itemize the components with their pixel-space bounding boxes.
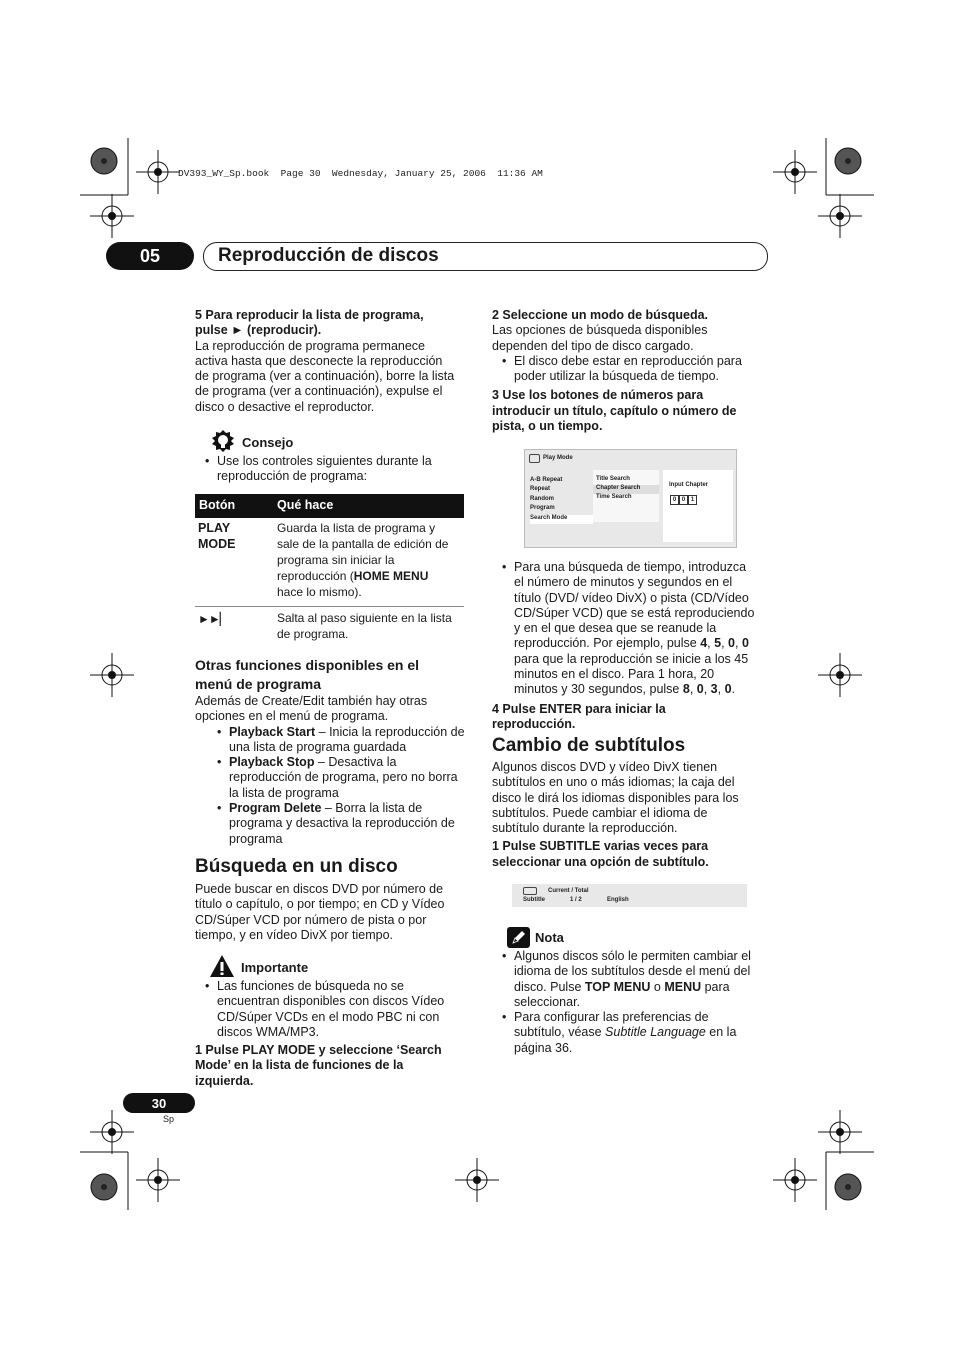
search-heading: Búsqueda en un disco bbox=[195, 856, 398, 877]
note-pencil-icon bbox=[507, 927, 530, 948]
step-1-line-2: Mode’ en la lista de funciones de la bbox=[195, 1058, 404, 1073]
subtitles-step-1-line-1: 1 Pulse SUBTITLE varias veces para bbox=[492, 839, 709, 854]
step-5-body-3: de programa (ver a continuación), borre la lista bbox=[195, 369, 455, 384]
note-b1-line-1: • Algunos discos sólo le permiten cambiar el bbox=[492, 949, 767, 964]
time-line-1: • Para una búsqueda de tiempo, introduzca bbox=[492, 560, 767, 575]
time-line-9: minutos y 30 segundos, pulse 8, 0, 3, 0. bbox=[514, 682, 736, 697]
table-row-2-action bbox=[277, 610, 467, 642]
note-title: Nota bbox=[535, 930, 564, 945]
important-title: Importante bbox=[241, 960, 309, 975]
step-3-line-2: introducir un título, capítulo o número de bbox=[492, 403, 737, 418]
subtitles-heading: Cambio de subtítulos bbox=[492, 735, 686, 756]
step-5-line-1: 5 Para reproducir la lista de programa, bbox=[195, 308, 424, 322]
table-row-2-action-line-2: de programa. bbox=[277, 627, 349, 641]
osd-digit: 0 bbox=[679, 495, 688, 505]
note-b2-line-3: página 36. bbox=[514, 1040, 573, 1055]
osd-subtitle-bar bbox=[512, 884, 747, 907]
note-b1-line-4: seleccionar. bbox=[514, 994, 581, 1009]
list-item-cont: programa y desactiva la reproducción de bbox=[229, 816, 455, 831]
table-row-1-action-line-4: reproducción ( bbox=[277, 569, 354, 583]
list-item: • Playback Start – Inicia la reproducción de bbox=[207, 725, 479, 740]
right-column-top bbox=[492, 308, 767, 434]
tip-bullet-line-2: reproducción de programa: bbox=[217, 469, 368, 484]
other-functions-intro-1: Además de Create/Edit también hay otras bbox=[195, 694, 428, 708]
osd-submenu bbox=[593, 470, 659, 522]
search-body-4: tiempo, y en vídeo DivX por tiempo. bbox=[195, 927, 394, 942]
tip-title: Consejo bbox=[242, 435, 294, 450]
osd-submenu-item-selected: Chapter Search bbox=[593, 485, 659, 494]
subtitle-icon bbox=[523, 887, 537, 895]
step-5-line-2: pulse ► (reproducir). bbox=[195, 323, 322, 338]
subtitles-section bbox=[492, 735, 767, 870]
page-number-badge: 30 bbox=[123, 1093, 195, 1113]
osd-digit: 0 bbox=[670, 495, 679, 505]
search-section bbox=[195, 856, 470, 943]
osd-input-panel bbox=[663, 470, 733, 542]
osd-title: Play Mode bbox=[543, 455, 573, 461]
search-body-1: Puede buscar en discos DVD por número de bbox=[195, 882, 444, 896]
step-2-body-1: Las opciones de búsqueda disponibles bbox=[492, 323, 708, 338]
tip-bullet bbox=[195, 454, 470, 485]
important-line-1: • Las funciones de búsqueda no se bbox=[195, 979, 470, 994]
warning-icon bbox=[209, 954, 235, 978]
osd-digit: 1 bbox=[688, 495, 697, 505]
other-functions-list bbox=[195, 725, 479, 847]
osd-play-mode-screen bbox=[524, 449, 737, 548]
step-1-line-3: izquierda. bbox=[195, 1073, 254, 1088]
chapter-title: Reproducción de discos bbox=[218, 245, 439, 266]
table-header-button: Botón bbox=[199, 498, 236, 512]
play-mode-icon bbox=[529, 454, 540, 463]
table-row-1-action-line-1: Guarda la lista de programa y bbox=[277, 521, 436, 535]
search-body-2: título o capítulo, o por tiempo; en CD y Vídeo bbox=[195, 897, 445, 912]
step-1-search bbox=[195, 1043, 470, 1089]
step-5-body-5: disco o desactive el reproductor. bbox=[195, 399, 375, 414]
time-search-bullet bbox=[492, 560, 767, 732]
osd-subtitle-label: Subtitle bbox=[523, 897, 545, 903]
table-row-2-action-line-1: Salta al paso siguiente en la lista bbox=[277, 611, 452, 625]
note-b2-line-2: subtítulo, véase Subtitle Language en la bbox=[514, 1025, 737, 1040]
list-item-cont: reproducción de programa, pero no borra bbox=[229, 770, 458, 785]
important-line-3: CD/Súper VCDs en el modo PBC ni con bbox=[217, 1009, 440, 1024]
step-2-bullet-2: poder utilizar la búsqueda de tiempo. bbox=[514, 369, 719, 384]
table-row-1-button-line-1: PLAY bbox=[198, 521, 231, 535]
note-b1-line-3: disco. Pulse TOP MENU o MENU para bbox=[514, 979, 730, 994]
time-line-2: el número de minutos y segundos en el bbox=[514, 575, 733, 590]
step-5-body-2: activa hasta que desconecte la reproducción bbox=[195, 353, 443, 368]
table-row-1-button bbox=[198, 520, 268, 552]
list-item-cont: programa bbox=[229, 831, 283, 846]
table-row-1-action bbox=[277, 520, 467, 600]
osd-submenu-item: Title Search bbox=[596, 476, 630, 482]
step-2-body-2: dependen del tipo de disco cargado. bbox=[492, 338, 694, 353]
search-body-3: CD/Súper VCD por número de pista o por bbox=[195, 912, 427, 927]
list-item-cont: una lista de programa guardada bbox=[229, 739, 407, 754]
osd-menu-item: A-B Repeat bbox=[530, 477, 563, 483]
time-line-3: título (DVD/ vídeo DivX) o pista (CD/Vídeo bbox=[514, 590, 749, 605]
time-line-6: reproducción. Por ejemplo, pulse 4, 5, 0, 0 bbox=[514, 636, 749, 651]
step-4-line-2: reproducción. bbox=[492, 716, 576, 731]
list-item: • Playback Stop – Desactiva la bbox=[207, 755, 479, 770]
time-line-4: CD/Súper VCD) que se está reproduciendo bbox=[514, 605, 755, 620]
time-line-8: minutos en el disco. Para 1 hora, 20 bbox=[514, 667, 715, 682]
home-menu-key: HOME MENU bbox=[353, 569, 429, 583]
important-line-2: encuentran disponibles con discos Vídeo bbox=[217, 994, 445, 1009]
important-line-4: discos WMA/MP3. bbox=[217, 1024, 320, 1039]
subtitles-body-4: subtítulos. Puede cambiar el idioma de bbox=[492, 805, 708, 820]
table-row-1-action-line-2: sale de la pantalla de edición de bbox=[277, 537, 449, 551]
step-4-line-1: 4 Pulse ENTER para iniciar la bbox=[492, 701, 666, 716]
left-column bbox=[195, 308, 470, 415]
osd-subtitle-header: Current / Total bbox=[548, 888, 589, 894]
table-header bbox=[195, 494, 464, 518]
step-3-line-1: 3 Use los botones de números para bbox=[492, 388, 704, 403]
subtitles-body-2: subtítulos en uno o más idiomas; la caja del bbox=[492, 775, 735, 790]
lightbulb-icon bbox=[209, 427, 237, 455]
subtitles-body-5: subtítulo durante la reproducción. bbox=[492, 821, 678, 836]
note-b1-line-2: idioma de los subtítulos desde el menú del bbox=[514, 964, 751, 979]
step-2: 2 Seleccione un modo de búsqueda. bbox=[492, 308, 709, 322]
other-functions-heading-2: menú de programa bbox=[195, 676, 322, 692]
osd-menu-item: Repeat bbox=[530, 486, 551, 493]
table-row-1-action-line-5: hace lo mismo). bbox=[277, 585, 362, 599]
table-row-1-action-line-3: programa sin iniciar la bbox=[277, 553, 395, 567]
step-1-line-1: 1 Pulse PLAY MODE y seleccione ‘Search bbox=[195, 1043, 442, 1057]
other-functions-heading-1: Otras funciones disponibles en el bbox=[195, 657, 420, 673]
osd-menu-item-selected: Search Mode bbox=[530, 515, 593, 524]
step-2-bullet-1: • El disco debe estar en reproducción para bbox=[492, 354, 767, 369]
chapter-number-badge: 05 bbox=[106, 242, 194, 270]
table-row-divider bbox=[195, 606, 464, 607]
osd-submenu-item: Time Search bbox=[596, 494, 632, 500]
list-item-cont: la lista de programa bbox=[229, 785, 339, 800]
note-bullets bbox=[492, 949, 767, 1056]
time-line-7: para que la reproducción se inicie a los 45 bbox=[514, 651, 749, 666]
note-b2-line-1: • Para configurar las preferencias de bbox=[492, 1010, 767, 1025]
list-item: • Program Delete – Borra la lista de bbox=[207, 801, 479, 816]
file-header: DV393_WY_Sp.book Page 30 Wednesday, January 25, 2006 11:36 AM bbox=[178, 168, 543, 179]
osd-subtitle-language: English bbox=[607, 897, 629, 903]
subtitles-body-1: Algunos discos DVD y vídeo DivX tienen bbox=[492, 760, 718, 774]
step-5-body-4: de programa (ver a continuación), expulse el bbox=[195, 384, 443, 399]
osd-menu bbox=[530, 477, 593, 524]
subtitles-body-3: disco le dirá los idiomas disponibles para los bbox=[492, 790, 739, 805]
tip-bullet-line-1: • Use los controles siguientes durante la bbox=[195, 454, 470, 469]
step-3-line-3: pista, o un tiempo. bbox=[492, 419, 603, 434]
next-icon: ►►▏ bbox=[198, 612, 228, 626]
page-language: Sp bbox=[163, 1114, 175, 1124]
subtitles-step-1-line-2: seleccionar una opción de subtítulo. bbox=[492, 854, 709, 869]
osd-menu-item: Random bbox=[530, 495, 554, 502]
osd-menu-item: Program bbox=[530, 505, 555, 512]
osd-subtitle-value: 1 / 2 bbox=[570, 897, 582, 903]
step-5-body-1: La reproducción de programa permanece bbox=[195, 338, 425, 353]
important-bullet bbox=[195, 979, 470, 1040]
other-functions-section bbox=[195, 656, 470, 847]
osd-input-label: Input Chapter bbox=[669, 482, 708, 488]
other-functions-intro-2: opciones en el menú de programa. bbox=[195, 709, 389, 724]
table-row-1-button-line-2: MODE bbox=[198, 537, 236, 551]
time-line-5: y en el que desea que se reanude la bbox=[514, 621, 717, 636]
table-header-action: Qué hace bbox=[277, 498, 334, 512]
